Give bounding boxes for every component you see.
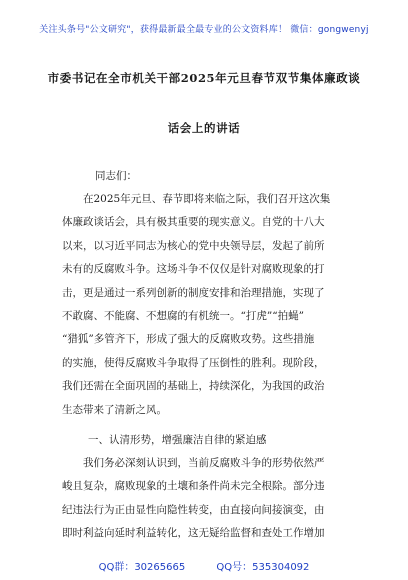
text-line: 体廉政谈话会，具有极其重要的现实意义。自党的十八大 [62,216,325,229]
text-line: 不敢腐、不能腐、不想腐的有机统一。“打虎”“拍蝇” [62,310,304,323]
greeting: 同志们： [95,170,137,182]
paragraph-1 [62,188,348,422]
section-heading: 一、认清形势，增强廉洁自律的紧迫感 [88,434,267,446]
footer-qq-group: QQ群：30265665 [98,562,186,573]
text-line: 纪违法行为正由显性向隐性转变，由直接向间接演变，由 [62,503,325,516]
footer-contact [0,558,408,573]
text-line: 的实施，使得反腐败斗争取得了压倒性的胜利。现阶段， [62,356,325,369]
document-title-line-1: 市委书记在全市机关干部2025年元旦春节双节集体廉政谈 [47,71,361,85]
text-line: 我们还需在全面巩固的基础上，持续深化，为我国的政治 [62,380,325,393]
text-line: 我们务必深刻认识到，当前反腐败斗争的形势依然严 [83,457,325,469]
text-line: 击，更是通过一系列创新的制度安排和治理措施，实现了 [62,286,325,299]
text-line: “猎狐”多管齐下，形成了强大的反腐败攻势。这些措施 [62,333,315,346]
document-title-line-2: 话会上的讲话 [167,121,241,135]
text-line: 未有的反腐败斗争。这场斗争不仅仅是针对腐败现象的打 [62,263,325,276]
text-line: 峻且复杂，腐败现象的土壤和条件尚未完全根除。部分违 [62,480,325,493]
text-line: 生态带来了清新之风。 [62,403,167,416]
text-line: 即时利益向延时利益转化，这无疑给监督和查处工作增加 [62,527,325,540]
text-line: 在2025年元旦、春节即将来临之际，我们召开这次集 [83,193,331,205]
footer-qq-number: QQ号：535304092 [216,562,310,573]
text-line: 以来，以习近平同志为核心的党中央领导层，发起了前所 [62,239,325,252]
paragraph-2 [62,452,348,546]
promo-banner: 关注头条号"公文研究"，获得最新最全最专业的公文资料库！ 微信：gongwenyj [39,25,369,35]
